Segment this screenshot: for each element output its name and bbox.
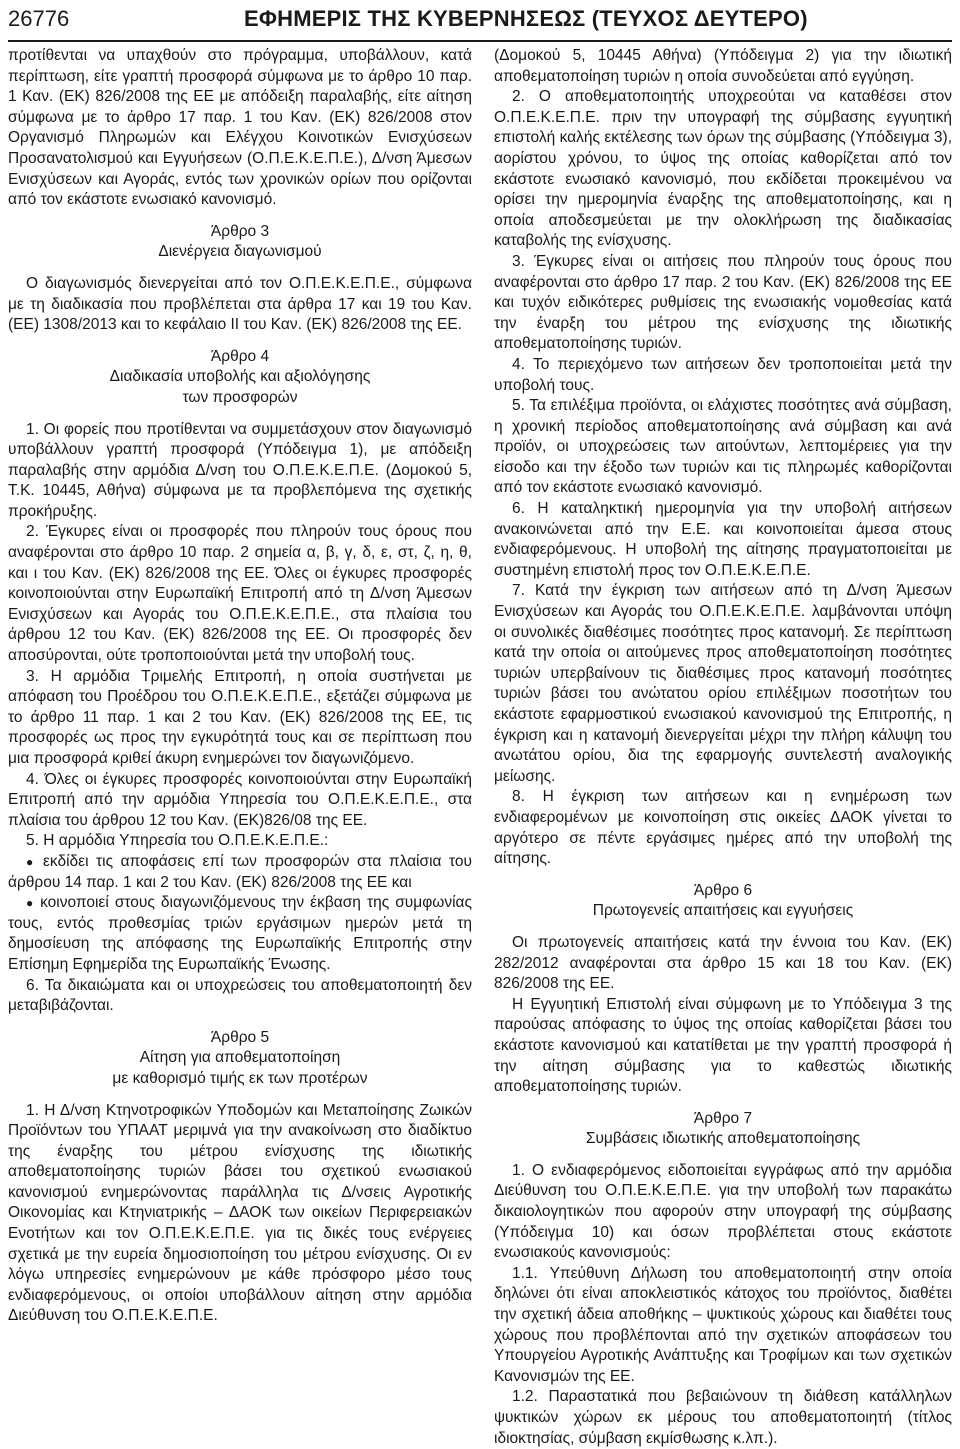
article-4-paragraph-3: 3. Η αρμόδια Τριμελής Επιτροπή, η οποία συστήνεται με απόφαση του Προέδρου του Ο.Π.Ε.Κ.Ε.Π.Ε., εξετάζει σύμφωνα με το άρθρο 11 παρ. 1 και 2 του Καν. (ΕΚ) 826/2008 της ΕΕ, τις προσφορές ως προς την εγκυρότητά τους και σε περίπτωση που μια προσφορά κριθεί άκυρη ενημερώνει τον διαγωνιζόμενο. xyxy=(8,667,472,767)
article-5-paragraph-1: 1. Η Δ/νση Κτηνοτροφικών Υποδομών και Μεταποίησης Ζωικών Προϊόντων του ΥΠΑΑΤ μεριμνά για την ανακοίνωση στο διαδίκτυο της έναρξης του μέτρου ενίσχυσης της ιδιωτικής αποθεματοποίησης τυριών βάσει του σχετικού ενωσιακού κανονισμού ενημερώνοντας παράλληλα τις Δ/νσεις Αγροτικής Οικονομίας και Κτηνιατρικής – ΔΑΟΚ των οικείων Περιφερειακών Ενοτήτων και τον Ο.Π.Ε.Κ.Ε.Π.Ε. για τις δικές τους ενέργειες σχετικά με την ευρεία δημοσιοποίηση του μέτρου ενίσχυσης. Οι εν λόγω υπηρεσίες ενημερώνουν με κάθε πρόσφορο μέσο τους ενδιαφερόμενους, οι οποίοι υποβάλλουν αίτηση στην αρμόδια Διεύθυνση του Ο.Π.Ε.Κ.Ε.Π.Ε. xyxy=(8,1101,472,1325)
article-5-subtitle-line2: με καθορισμό τιμής εκ των προτέρων xyxy=(112,1069,368,1087)
article-5-paragraph-5: 5. Τα επιλέξιμα προϊόντα, οι ελάχιστες ποσότητες ανά σύμβαση, η χρονική περίοδος αποθεματοποίησης ανά σύμβαση και ανά προϊόν, οι υποχρεώσεις των αιτούντων, λεπτομέρειες για την είσοδο και την έξοδο των τυριών και τις πληρωμές καθορίζονται από τον εκάστοτε ενωσιακό κανονισμό. xyxy=(494,397,952,497)
page-header xyxy=(8,4,952,38)
article-4-paragraph-2: 2. Έγκυρες είναι οι προσφορές που πληρούν τους όρους που αναφέρονται στο άρθρο 10 παρ. 2 σημεία α, β, γ, δ, ε, στ, ζ, η, θ, και ι του Καν. (ΕΚ) 826/2008 της ΕΕ. Όλες οι έγκυρες προσφορές κοινοποιούνται στην Ευρωπαϊκή Επιτροπή από τη Δ/νση Άμεσων Ενισχύσεων και Αγοράς του Ο.Π.Ε.Κ.Ε.Π.Ε., στα πλαίσια του άρθρου 12 του Καν. (ΕΚ) 826/2008 της ΕΕ. Οι προσφορές δεν αποσύρονται, ούτε τροποποιούνται μετά την υποβολή τους. xyxy=(8,523,472,665)
right-column xyxy=(494,46,952,1449)
continued-paragraph: (Δομοκού 5, 10445 Αθήνα) (Υπόδειγμα 2) για την ιδιωτική αποθεματοποίηση τυριών η οποία συνοδεύεται από εγγύηση. xyxy=(494,47,952,85)
article-5-title: Άρθρο 5 xyxy=(210,1028,270,1046)
page-number: 26776 xyxy=(8,6,70,31)
article-4-paragraph-1: 1. Οι φορείς που προτίθενται να συμμετάσχουν στον διαγωνισμό υποβάλλουν γραπτή προσφορά (Υπόδειγμα 1), με απόδειξη παραλαβής στην αρμόδια Δ/νση του Ο.Π.Ε.Κ.Ε.Π.Ε. (Δομοκού 5, Τ.Κ. 10445, Αθήνα) σύμφωνα με τα προβλεπόμενα της σχετικής προκήρυξης. xyxy=(8,420,472,520)
article-7-title: Άρθρο 7 xyxy=(693,1109,753,1127)
article-4-bullet-2: ● κοινοποιεί στους διαγωνιζόμενους την έκβαση της συμφωνίας τους, εντός προθεσμίας τριών εργάσιμων ημερών μετά τη δημοσίευση της απόφασης της Ευρωπαϊκής Επιτροπής στην Επίσημη Εφημερίδα της Ευρωπαϊκής Ένωσης. xyxy=(8,893,472,975)
article-7-subtitle: Συμβάσεις ιδιωτικής αποθεματοποίησης xyxy=(585,1130,861,1148)
header-rule xyxy=(8,40,952,42)
article-5-paragraph-3: 3. Έγκυρες είναι οι αιτήσεις που πληρούν τους όρους που αναφέρονται στο άρθρο 17 παρ. 2 του Καν. (ΕΚ) 826/2008 της ΕΕ και τυχόν ειδικότερες ρυθμίσεις της ενωσιακής νομοθεσίας κατά την έναρξη του μέτρου της ενίσχυσης της ιδιωτικής αποθεματοποίησης τυριών. xyxy=(494,252,952,353)
article-6-title: Άρθρο 6 xyxy=(693,881,753,899)
gazette-title: ΕΦΗΜΕΡΙΣ ΤΗΣ ΚΥΒΕΡΝΗΣΕΩΣ (ΤΕΥΧΟΣ ΔΕΥΤΕΡΟ) xyxy=(244,6,808,31)
article-3-title: Άρθρο 3 xyxy=(210,222,270,240)
article-4-subtitle-line2: των προσφορών xyxy=(182,388,298,406)
article-7-paragraph-1: 1. Ο ενδιαφερόμενος ειδοποιείται εγγράφως από την αρμόδια Διεύθυνση του Ο.Π.Ε.Κ.Ε.Π.Ε. για την υποβολή των παρακάτω δικαιολογητικών που αφορούν στην υπογραφή της σύμβασης (Υπόδειγμα 10) και όσων προβλέπεται στους εκάστοτε ενωσιακούς κανονισμούς: xyxy=(494,1161,952,1262)
left-column xyxy=(8,46,472,1327)
intro-paragraph: προτίθενται να υπαχθούν στο πρόγραμμα, υποβάλλουν, κατά περίπτωση, είτε γραπτή προσφορά σύμφωνα με το άρθρο 10 παρ. 1 Καν. (ΕΚ) 826/2008 της ΕΕ με απόδειξη παραλαβής, είτε αίτηση σύμφωνα με το άρθρο 17 παρ. 1 του Καν. (ΕΚ) 826/2008 στον Οργανισμό Πληρωμών και Ελέγχου Κοινοτικών Ενισχύσεων Προσανατολισμού και Εγγυήσεων (Ο.Π.Ε.Κ.Ε.Π.Ε.), Δ/νση Άμεσων Ενισχύσεων και Αγοράς, εντός των χρονικών ορίων που ορίζονται από τον εκάστοτε ενωσιακό κανονισμό. xyxy=(8,47,472,209)
article-7-paragraph-1-1: 1.1. Υπεύθυνη Δήλωση του αποθεματοποιητή στην οποία δηλώνει ότι είναι αποκλειστικός κάτοχος του προϊόντος, διαθέτει την σχετική άδεια αποθήκης – ψυκτικούς χώρους και διαθέτει τους χώρους που προβλέπονται από την σχετικών αποφάσεων του Υπουργείου Αγροτικής Ανάπτυξης και Τροφίμων και των σχετικών Κανονισμών της ΕΕ. xyxy=(494,1264,952,1385)
article-3-paragraph: Ο διαγωνισμός διενεργείται από τον Ο.Π.Ε.Κ.Ε.Π.Ε., σύμφωνα με τη διαδικασία που προβλέπεται στα άρθρα 17 και 19 του Καν. (ΕΕ) 1308/2013 και το κεφάλαιο II του Καν. (ΕΚ) 826/2008 της ΕΕ. xyxy=(8,274,472,334)
article-5-subtitle-line1: Αίτηση για αποθεματοποίηση xyxy=(139,1049,341,1067)
article-5-paragraph-2: 2. Ο αποθεματοποιητής υποχρεούται να καταθέσει στον Ο.Π.Ε.Κ.Ε.Π.Ε. πριν την υπογραφή της σύμβασης εγγυητική επιστολή καλής εκτέλεσης των όρων της σύμβασης (Υπόδειγμα 3), αορίστου χρόνου, το ύψος της οποίας καθορίζεται από τον εκάστοτε ενωσιακό κανονισμό, που εκδίδεται προκειμένου να ορίσει την ημερομηνία έναρξης της αποθεματοποίησης, και η οποία αποδεσμεύεται με την ολοκλήρωση της διαδικασίας καταβολής της ενίσχυσης. xyxy=(494,88,952,250)
article-4-paragraph-6: 6. Τα δικαιώματα και οι υποχρεώσεις του αποθεματοποιητή δεν μεταβιβάζονται. xyxy=(8,976,472,1015)
article-6-paragraph-2: Η Εγγυητική Επιστολή είναι σύμφωνη με το Υπόδειγμα 3 της παρούσας απόφασης το ύψος της οποίας καθορίζεται βάσει του εκάστοτε κανονισμού και κατατίθεται με την γραπτή προσφορά ή την αίτηση σύμβασης για το καθεστώς ιδιωτικής αποθεματοποίησης τυριών. xyxy=(494,995,952,1096)
article-5-paragraph-8: 8. Η έγκριση των αιτήσεων και η ενημέρωση των ενδιαφερομένων με κοινοποίηση στις οικείες ΔΑΟΚ γίνεται το αργότερο σε πέντε εργάσιμες ημέρες από την υποβολή της αίτησης. xyxy=(494,788,952,868)
article-3-subtitle: Διενέργεια διαγωνισμού xyxy=(158,243,322,261)
article-5-paragraph-7: 7. Κατά την έγκριση των αιτήσεων από τη Δ/νση Άμεσων Ενισχύσεων και Αγοράς του Ο.Π.Ε.Κ.Ε.Π.Ε. λαμβάνονται υπόψη οι συνολικές διαθέσιμες ποσότητες προς κατανομή. Σε περίπτωση κατά την οποία οι αιτούμενες προς αποθεματοποίηση ποσότητες τυριών υπερβαίνουν τις διαθέσιμες προς κατανομή ποσότητες τυριών βάσει του ανώτατου ορίου επιλέξιμων ποσοτήτων του εκάστοτε εφαρμοστικού ενωσιακού κανονισμού της Επιτροπής, η έγκριση και η κατανομή διενεργείται μέχρι την πλήρη κάλυψη του ανωτάτου ορίου, δια της εφαρμογής συντελεστή αναλογικής μείωσης. xyxy=(494,582,952,785)
article-4-subtitle-line1: Διαδικασία υποβολής και αξιολόγησης xyxy=(109,368,371,386)
article-7-paragraph-1-2: 1.2. Παραστατικά που βεβαιώνουν τη διάθεση κατάλληλων ψυκτικών χώρων εκ μέρους του αποθεματοποιητή (τίτλος ιδιοκτησίας, σύμβαση εκμίσθωσης κ.λπ.). xyxy=(494,1388,952,1447)
article-4-bullet-1: ● εκδίδει τις αποφάσεις επί των προσφορών στα πλαίσια του άρθρου 14 παρ. 1 και 2 του Καν. (ΕΚ) 826/2008 της ΕΕ και xyxy=(8,852,472,893)
article-5-paragraph-4: 4. Το περιεχόμενο των αιτήσεων δεν τροποποιείται μετά την υποβολή τους. xyxy=(494,355,952,394)
article-6-subtitle: Πρωτογενείς απαιτήσεις και εγγυήσεις xyxy=(592,902,854,920)
article-6-paragraph-1: Οι πρωτογενείς απαιτήσεις κατά την έννοια του Καν. (ΕΚ) 282/2012 αναφέρονται στα άρθρο 15 και 18 του Καν. (ΕΚ) 826/2008 της ΕΕ. xyxy=(494,933,952,993)
article-4-title: Άρθρο 4 xyxy=(210,347,270,365)
article-5-paragraph-6: 6. Η καταληκτική ημερομηνία για την υποβολή αιτήσεων ανακοινώνεται από την Ε.Ε. και κοινοποιείται άμεσα στους ενδιαφερόμενους. Η υποβολή της αίτησης πραγματοποιείται με συστημένη επιστολή προς τον Ο.Π.Ε.Κ.Ε.Π.Ε. xyxy=(494,500,952,579)
article-4-paragraph-5: 5. Η αρμόδια Υπηρεσία του Ο.Π.Ε.Κ.Ε.Π.Ε.: xyxy=(26,832,329,850)
article-4-paragraph-4: 4. Όλες οι έγκυρες προσφορές κοινοποιούνται στην Ευρωπαϊκή Επιτροπή από την αρμόδια Υπηρεσία του Ο.Π.Ε.Κ.Ε.Π.Ε., στα πλαίσια του άρθρου 12 του Καν. (ΕΚ)826/08 της ΕΕ. xyxy=(8,770,472,829)
